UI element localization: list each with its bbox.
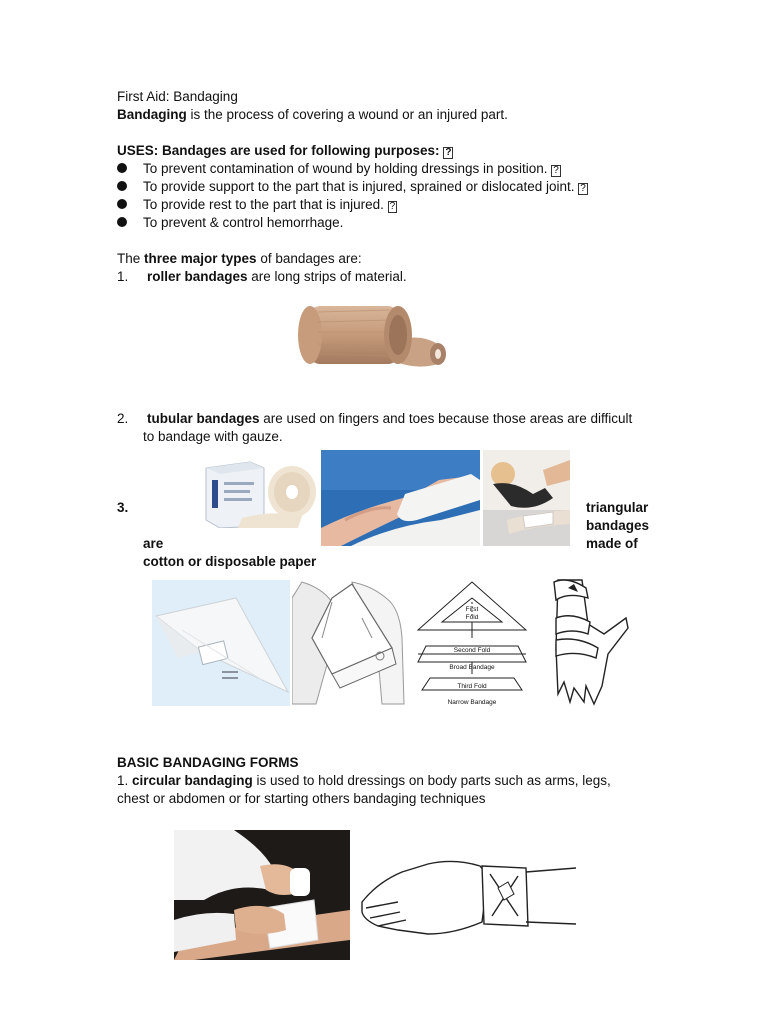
bullet-icon <box>117 199 127 209</box>
fold-label-second: Second Fold <box>453 647 491 654</box>
missing-glyph-icon: ? <box>389 201 396 212</box>
type-3-word-3: are <box>143 536 164 551</box>
arm-sling-image <box>292 578 407 706</box>
type-1-term: roller bandages <box>147 269 248 284</box>
use-item-4: To prevent & control hemorrhage. <box>143 215 344 230</box>
type-2-line <box>147 410 632 428</box>
type-3-number: 3. <box>117 500 129 515</box>
document-title: First Aid: Bandaging <box>117 89 238 104</box>
type-3-word-4: made of <box>586 536 638 551</box>
form-1-text: is used to hold dressings on body parts such as arms, legs, <box>252 773 611 788</box>
fold-label-broad: Broad Bandage <box>449 664 495 671</box>
fold-label-fold: Fold <box>465 614 479 621</box>
type-2-term: tubular bandages <box>147 411 260 426</box>
fold-label-narrow: Narrow Bandage <box>447 699 497 706</box>
definition-text: is the process of covering a wound or an injured part. <box>186 107 508 122</box>
roller-bandage-image <box>298 292 450 374</box>
uses-heading-text: USES: Bandages are used for following purposes: <box>117 143 444 158</box>
type-2-number: 2. <box>117 411 129 426</box>
definition-line <box>117 106 508 124</box>
types-intro-a: The <box>117 251 145 266</box>
circular-bandaging-photo <box>174 830 350 960</box>
forms-heading: BASIC BANDAGING FORMS <box>117 755 299 770</box>
triangle-fold-diagram <box>412 578 534 708</box>
fold-label-third: Third Fold <box>457 683 487 690</box>
tubular-bandage-box-image <box>202 458 318 528</box>
tubular-bandage-arm-image <box>321 450 480 546</box>
fold-label-first: First <box>465 606 479 613</box>
types-intro <box>117 250 362 268</box>
type-1-text: are long strips of material. <box>247 269 407 284</box>
bullet-icon <box>117 217 127 227</box>
type-3-line-2: cotton or disposable paper <box>143 554 317 569</box>
uses-heading <box>117 142 453 160</box>
tubular-bandage-leg-image <box>483 450 570 546</box>
hand-triangular-bandage-drawing <box>538 578 630 708</box>
bullet-icon <box>117 163 127 173</box>
bullet-icon <box>117 181 127 191</box>
use-item-2 <box>143 178 588 196</box>
form-1-line <box>117 772 611 790</box>
type-2-text: are used on fingers and toes because those areas are difficult <box>259 411 633 426</box>
type-1-number: 1. <box>117 269 129 284</box>
form-1-line-2: chest or abdomen or for starting others bandaging techniques <box>117 791 486 806</box>
use-item-1-text: To prevent contamination of wound by holding dressings in position. <box>143 161 552 176</box>
use-item-1 <box>143 160 561 178</box>
definition-term: Bandaging <box>117 107 187 122</box>
use-item-3 <box>143 196 397 214</box>
form-1-number: 1. <box>117 773 133 788</box>
types-intro-c: of bandages are: <box>256 251 362 266</box>
triangular-bandage-pack-image <box>152 580 290 706</box>
use-item-3-text: To provide rest to the part that is injured. <box>143 197 388 212</box>
circular-bandage-wrist-drawing <box>358 842 576 946</box>
missing-glyph-icon: ? <box>553 165 559 176</box>
use-item-2-text: To provide support to the part that is injured, sprained or dislocated joint. <box>143 179 579 194</box>
form-1-term: circular bandaging <box>132 773 253 788</box>
missing-glyph-icon: ? <box>445 147 452 158</box>
type-2-line-2: to bandage with gauze. <box>143 429 283 444</box>
type-3-word-1: triangular <box>586 500 649 515</box>
type-3-word-2: bandages <box>586 518 650 533</box>
types-intro-bold: three major types <box>144 251 257 266</box>
missing-glyph-icon: ? <box>580 183 586 194</box>
type-1-line <box>147 268 407 286</box>
